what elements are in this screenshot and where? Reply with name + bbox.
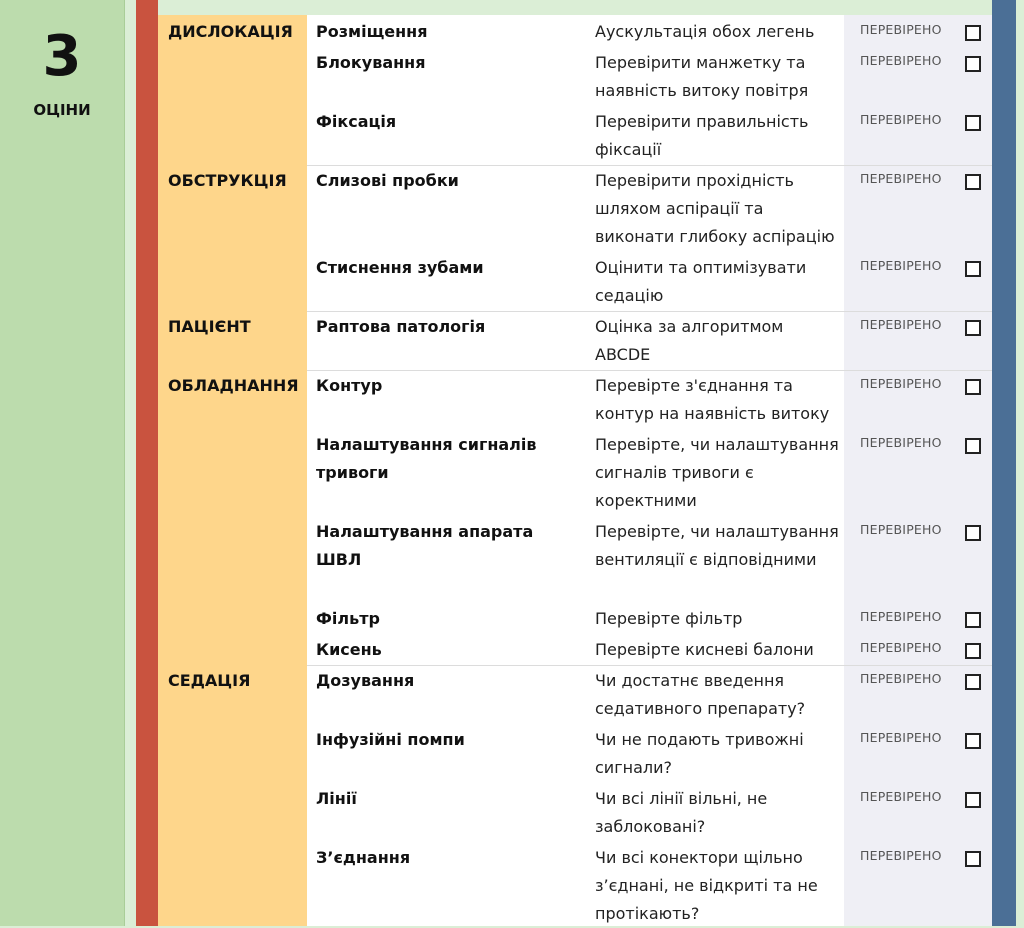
status-checkbox[interactable] <box>965 525 981 541</box>
status-label: ПЕРЕВІРЕНО <box>860 53 942 68</box>
status-checkbox[interactable] <box>965 851 981 867</box>
checklist-item: Раптова патологія <box>316 317 486 336</box>
checklist-action: Чи не подають тривожні сигнали? <box>595 730 804 777</box>
checklist-item: Стиснення зубами <box>316 258 484 277</box>
status-label: ПЕРЕВІРЕНО <box>860 435 942 450</box>
section-divider <box>307 370 992 371</box>
checklist-action: Перевірте фільтр <box>595 609 743 628</box>
checklist-action: Перевірте, чи налаштування сигналів тривоги є коректними <box>595 435 839 510</box>
checklist-item: Налаштування сигналів тривоги <box>316 435 537 482</box>
status-label: ПЕРЕВІРЕНО <box>860 730 942 745</box>
status-label: ПЕРЕВІРЕНО <box>860 522 942 537</box>
red-accent-bar <box>136 0 158 926</box>
status-checkbox[interactable] <box>965 438 981 454</box>
status-checkbox[interactable] <box>965 320 981 336</box>
category-label: ОБСТРУКЦІЯ <box>168 171 287 190</box>
section-divider <box>307 665 992 666</box>
checklist-item: Блокування <box>316 53 426 72</box>
checklist-action: Аускультація обох легень <box>595 22 815 41</box>
right-edge <box>1016 0 1024 926</box>
section-divider <box>307 311 992 312</box>
category-label: ОБЛАДНАННЯ <box>168 376 299 395</box>
checklist-action: Чи всі лінії вільні, не заблоковані? <box>595 789 768 836</box>
status-label: ПЕРЕВІРЕНО <box>860 640 942 655</box>
checklist-item: Слизові пробки <box>316 171 459 190</box>
checklist-table <box>158 15 992 926</box>
step-label: ОЦІНИ <box>33 101 91 119</box>
status-label: ПЕРЕВІРЕНО <box>860 22 942 37</box>
checklist-item: Контур <box>316 376 383 395</box>
status-checkbox[interactable] <box>965 643 981 659</box>
status-checkbox[interactable] <box>965 25 981 41</box>
status-label: ПЕРЕВІРЕНО <box>860 317 942 332</box>
status-checkbox[interactable] <box>965 261 981 277</box>
step-number: 3 <box>42 24 82 89</box>
checklist-item: Фільтр <box>316 609 380 628</box>
status-checkbox[interactable] <box>965 115 981 131</box>
checklist-item: Кисень <box>316 640 382 659</box>
checklist-item: Дозування <box>316 671 415 690</box>
status-checkbox[interactable] <box>965 612 981 628</box>
status-checkbox[interactable] <box>965 379 981 395</box>
category-label: ДИСЛОКАЦІЯ <box>168 22 293 41</box>
gap-strip <box>125 0 136 926</box>
status-checkbox[interactable] <box>965 56 981 72</box>
checklist-action: Перевірити манжетку та наявність витоку повітря <box>595 53 809 100</box>
status-checkbox[interactable] <box>965 674 981 690</box>
status-label: ПЕРЕВІРЕНО <box>860 671 942 686</box>
checklist-item: Налаштування апарата ШВЛ <box>316 522 534 569</box>
checklist-action: Перевірте з'єднання та контур на наявність витоку <box>595 376 830 423</box>
status-checkbox[interactable] <box>965 174 981 190</box>
status-label: ПЕРЕВІРЕНО <box>860 376 942 391</box>
checklist-action: Перевірте, чи налаштування вентиляції є відповідними <box>595 522 839 569</box>
status-label: ПЕРЕВІРЕНО <box>860 258 942 273</box>
checklist-item: Розміщення <box>316 22 428 41</box>
checklist-item: Лінії <box>316 789 357 808</box>
checklist-action: Оцінка за алгоритмом ABCDE <box>595 317 784 364</box>
status-label: ПЕРЕВІРЕНО <box>860 609 942 624</box>
category-label: ПАЦІЄНТ <box>168 317 251 336</box>
category-column <box>158 15 307 926</box>
status-checkbox[interactable] <box>965 792 981 808</box>
checklist-item: Інфузійні помпи <box>316 730 465 749</box>
step-panel <box>0 0 125 926</box>
checklist-item: З’єднання <box>316 848 411 867</box>
checklist-action: Чи достатнє введення седативного препарату? <box>595 671 806 718</box>
category-label: СЕДАЦІЯ <box>168 671 251 690</box>
section-divider <box>307 165 992 166</box>
status-label: ПЕРЕВІРЕНО <box>860 848 942 863</box>
checklist-action: Перевірити правильність фіксації <box>595 112 809 159</box>
status-label: ПЕРЕВІРЕНО <box>860 789 942 804</box>
checklist-item: Фіксація <box>316 112 397 131</box>
checklist-action: Перевірити прохідність шляхом аспірації та виконати глибоку аспірацію <box>595 171 835 246</box>
checklist-action: Оцінити та оптимізувати седацію <box>595 258 807 305</box>
status-checkbox[interactable] <box>965 733 981 749</box>
blue-accent-bar <box>992 0 1016 926</box>
checklist-action: Чи всі конектори щільно з’єднані, не відкриті та не протікають? <box>595 848 818 923</box>
status-label: ПЕРЕВІРЕНО <box>860 171 942 186</box>
status-label: ПЕРЕВІРЕНО <box>860 112 942 127</box>
checklist-action: Перевірте кисневі балони <box>595 640 814 659</box>
top-band <box>158 0 992 15</box>
